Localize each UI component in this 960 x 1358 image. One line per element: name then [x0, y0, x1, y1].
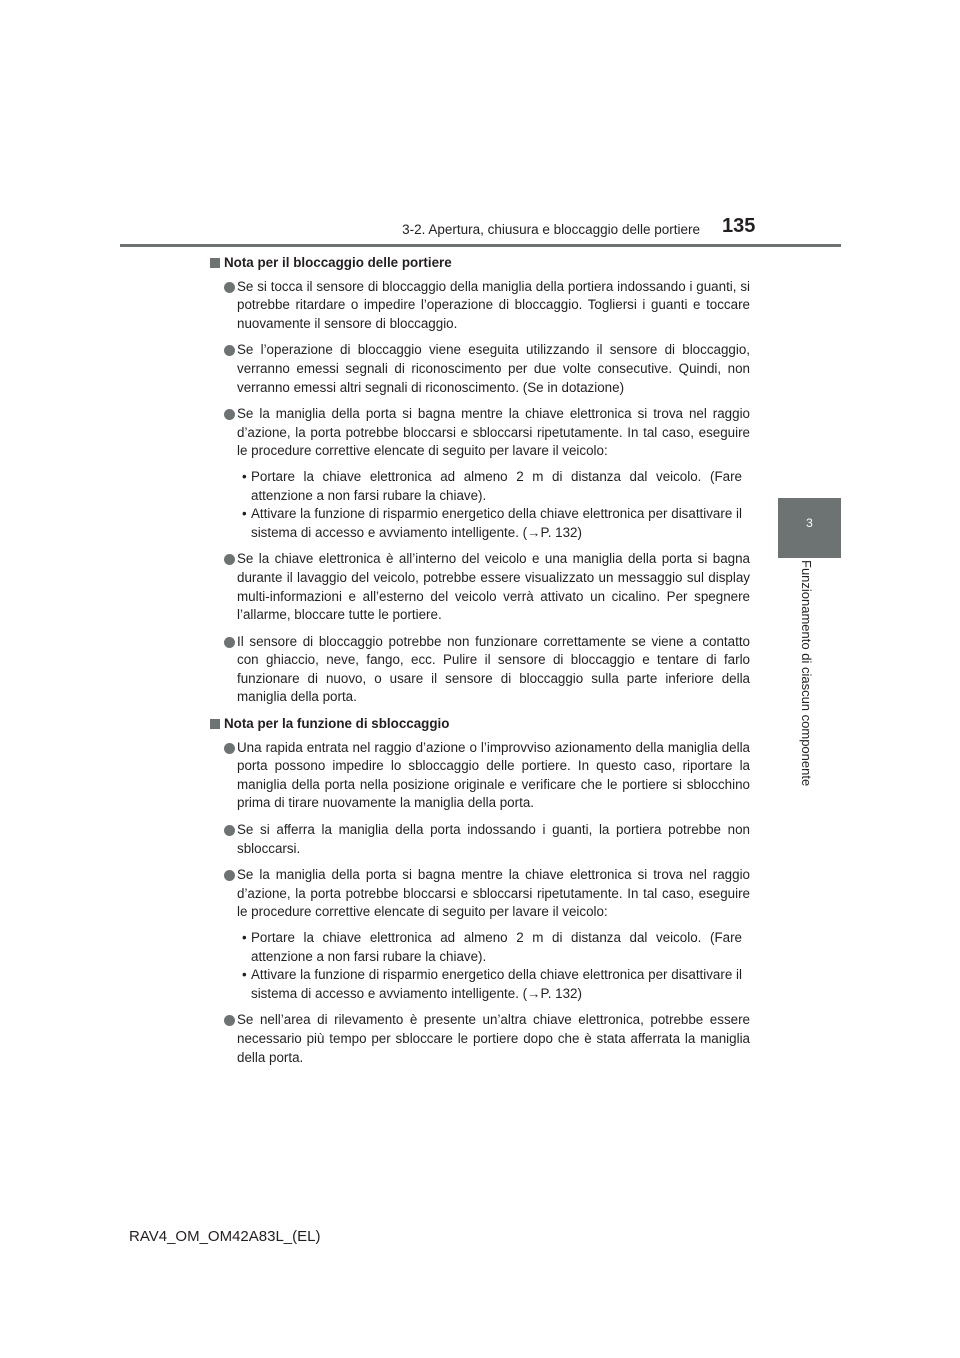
- header-rule: [120, 244, 841, 247]
- chapter-title: Funzionamento di ciascun componente: [799, 560, 814, 787]
- chapter-number: 3: [806, 516, 813, 530]
- dot-marker-icon: •: [242, 930, 247, 945]
- bullet-text: Se la maniglia della porta si bagna mentre la chiave elettronica si trova nel raggio d’azione, la porta potrebbe bloccarsi e sbloccarsi ripetutamente. In tal caso, eseguire le procedure correttive elencate di seguito per lavare il veicolo:: [237, 867, 750, 920]
- sub-list-item: [242, 966, 750, 1003]
- bullet-text: Se nell’area di rilevamento è presente un’altra chiave elettronica, potrebbe essere necessario più tempo per sbloccare le portiere dopo che è stata afferrata la maniglia della porta.: [237, 1012, 750, 1065]
- section-heading-text: Nota per la funzione di sbloccaggio: [224, 716, 450, 732]
- dot-marker-icon: •: [242, 506, 247, 522]
- bullet-item: [210, 866, 750, 922]
- sub-list-item: [242, 505, 750, 542]
- document-code: RAV4_OM_OM42A83L_(EL): [129, 1228, 321, 1245]
- sub-list-text: Attivare la funzione di risparmio energetico della chiave elettronica per disattivare il sistema di accesso e avviamento intelligente. (→P. 132): [251, 967, 742, 1001]
- sub-list-item: [242, 929, 750, 966]
- circle-bullet-icon: [224, 825, 235, 836]
- chapter-tab: [778, 498, 841, 558]
- section-heading: [210, 254, 750, 273]
- page-body: [210, 254, 750, 1075]
- bullet-item: [210, 739, 750, 813]
- square-bullet-icon: [210, 258, 220, 268]
- bullet-item: [210, 405, 750, 461]
- bullet-text: Una rapida entrata nel raggio d’azione o l’improvviso azionamento della maniglia della porta possono impedire lo sbloccaggio delle portiere. In questo caso, riportare la maniglia della porta nella posizione originale e verificare che le portiere si sblocchino prima di tirare nuovamente la maniglia della porta.: [237, 739, 750, 811]
- sub-list: [242, 468, 750, 542]
- dot-marker-icon: •: [242, 967, 247, 983]
- bullet-text: Se si afferra la maniglia della porta indossando i guanti, la portiera potrebbe non sbloccarsi.: [237, 822, 750, 856]
- bullet-item: [210, 550, 750, 624]
- circle-bullet-icon: [224, 743, 235, 754]
- sub-list-item: [242, 468, 750, 505]
- bullet-text: Se si tocca il sensore di bloccaggio della maniglia della portiera indossando i guanti, si potrebbe ritardare o impedire l’operazione di bloccaggio. Togliersi i guanti e toccare nuovamente il sensore di bloccaggio.: [237, 278, 750, 331]
- sub-list-text: Portare la chiave elettronica ad almeno 2 m di distanza dal veicolo. (Fare attenzione a non farsi rubare la chiave).: [251, 930, 742, 964]
- bullet-item: [210, 1011, 750, 1067]
- square-bullet-icon: [210, 719, 220, 729]
- bullet-item: [210, 278, 750, 334]
- section-heading-text: Nota per il bloccaggio delle portiere: [224, 255, 452, 270]
- bullet-item: [210, 821, 750, 858]
- sub-list: [242, 929, 750, 1003]
- running-header: 3-2. Apertura, chiusura e bloccaggio delle portiere: [402, 222, 700, 237]
- circle-bullet-icon: [224, 870, 235, 881]
- circle-bullet-icon: [224, 637, 235, 648]
- bullet-item: [210, 341, 750, 397]
- sub-list-text: Portare la chiave elettronica ad almeno 2 m di distanza dal veicolo. (Fare attenzione a non farsi rubare la chiave).: [251, 468, 742, 503]
- circle-bullet-icon: [224, 409, 235, 420]
- sub-list-text: Attivare la funzione di risparmio energetico della chiave elettronica per disattivare il sistema di accesso e avviamento intelligente. (→P. 132): [251, 506, 742, 540]
- circle-bullet-icon: [224, 282, 235, 293]
- circle-bullet-icon: [224, 345, 235, 356]
- bullet-text: Il sensore di bloccaggio potrebbe non funzionare correttamente se viene a contatto con ghiaccio, neve, fango, ecc. Pulire il sensore di bloccaggio e tentare di farlo funzionare di nuovo, o usare il sensore di bloccaggio sulla parte inferiore della maniglia della porta.: [237, 633, 750, 705]
- bullet-text: Se la maniglia della porta si bagna mentre la chiave elettronica si trova nel raggio d’azione, la porta potrebbe bloccarsi e sbloccarsi ripetutamente. In tal caso, eseguire le procedure correttive elencate di seguito per lavare il veicolo:: [237, 406, 750, 459]
- circle-bullet-icon: [224, 554, 235, 565]
- dot-marker-icon: •: [242, 468, 247, 484]
- bullet-text: Se la chiave elettronica è all’interno del veicolo e una maniglia della porta si bagna durante il lavaggio del veicolo, potrebbe essere visualizzato un messaggio sul display multi-informazioni e all’esterno del veicolo verrà attivato un cicalino. Per spegnere l’allarme, bloccare tutte le portiere.: [237, 551, 750, 623]
- bullet-item: [210, 633, 750, 707]
- bullet-text: Se l’operazione di bloccaggio viene eseguita utilizzando il sensore di bloccaggio, verranno emessi segnali di riconoscimento per due volte consecutive. Quindi, non verranno emessi altri segnali di riconoscimento. (Se in dotazione): [237, 342, 750, 395]
- page-number: 135: [722, 215, 756, 237]
- section-heading: [210, 715, 750, 734]
- circle-bullet-icon: [224, 1015, 235, 1026]
